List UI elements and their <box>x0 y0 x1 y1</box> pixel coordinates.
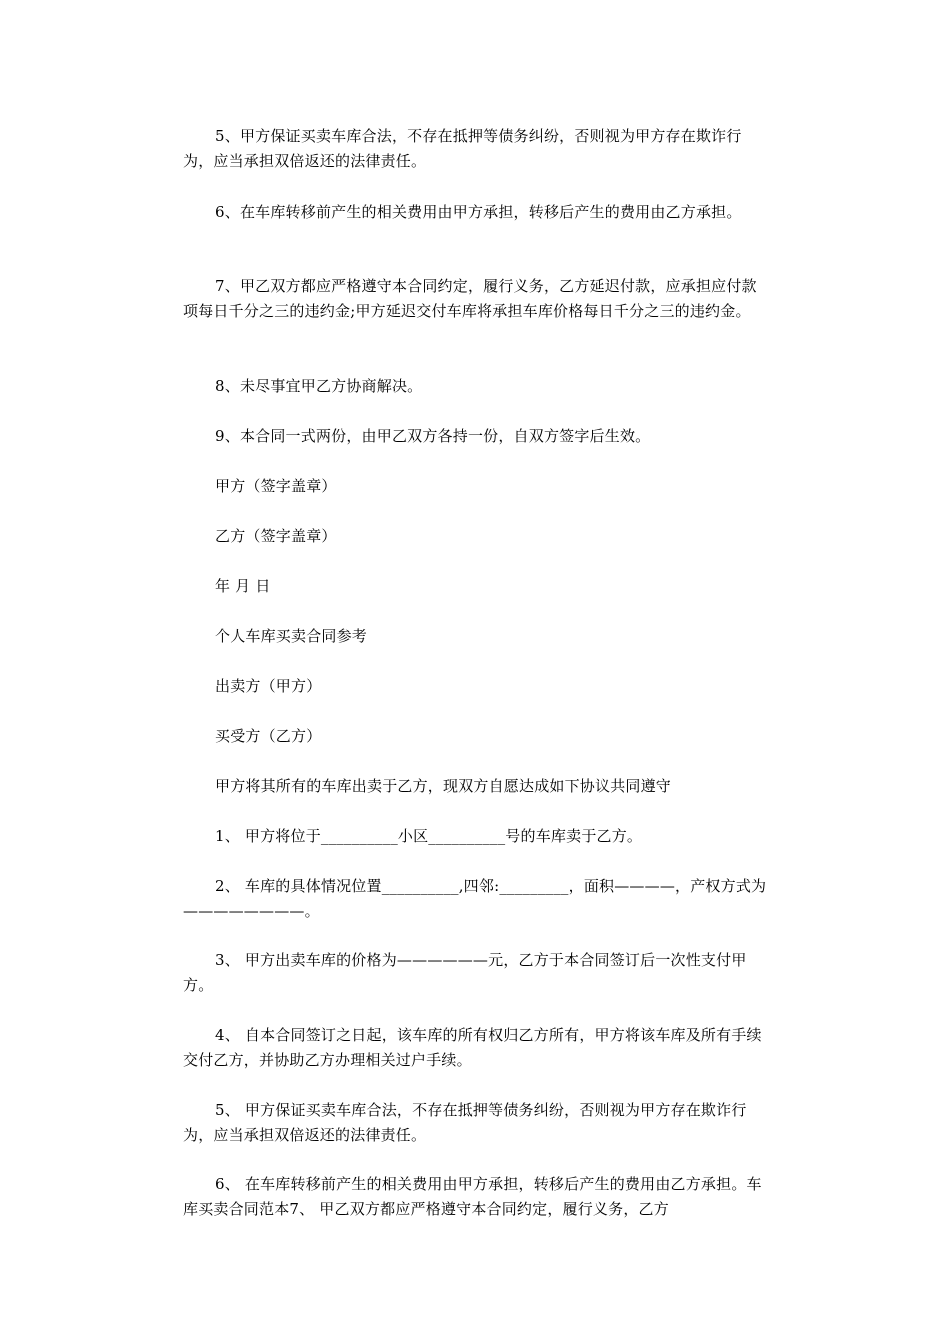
clause-5-guarantee: 5、甲方保证买卖车库合法，不存在抵押等债务纠纷，否则视为甲方存在欺诈行为，应当承担双倍返还的法律责任。 <box>183 127 742 170</box>
section-title: 个人车库买卖合同参考 <box>215 627 368 645</box>
clause-8-negotiation: 8、未尽事宜甲乙方协商解决。 <box>215 377 423 395</box>
clause-7-penalty: 7、甲乙双方都应严格遵守本合同约定，履行义务，乙方延迟付款，应承担应付款项每日千分之三的违约金;甲方延迟交付车库将承担车库价格每日千分之三的违约金。 <box>183 277 757 320</box>
clause-5-guarantee-repeat: 5、 甲方保证买卖车库合法，不存在抵押等债务纠纷，否则视为甲方存在欺诈行为，应当承担双倍返还的法律责任。 <box>183 1101 747 1144</box>
seller-label: 出卖方（甲方） <box>215 677 322 695</box>
clause-2-details: 2、 车库的具体情况位置__________,四邻:_________，面积————，产权方式为————————。 <box>183 877 767 920</box>
party-a-signature: 甲方（签字盖章） <box>215 477 337 495</box>
party-b-signature: 乙方（签字盖章） <box>215 527 337 545</box>
buyer-label: 买受方（乙方） <box>215 727 322 745</box>
signature-date: 年 月 日 <box>215 577 271 595</box>
agreement-intro: 甲方将其所有的车库出卖于乙方，现双方自愿达成如下协议共同遵守 <box>215 777 672 795</box>
clause-6-fees: 6、在车库转移前产生的相关费用由甲方承担，转移后产生的费用由乙方承担。 <box>215 203 742 221</box>
clause-3-price: 3、 甲方出卖车库的价格为——————元，乙方于本合同签订后一次性支付甲方。 <box>183 951 747 994</box>
clause-9-copies: 9、本合同一式两份，由甲乙双方各持一份，自双方签字后生效。 <box>215 427 651 445</box>
clause-4-ownership: 4、 自本合同签订之日起，该车库的所有权归乙方所有，甲方将该车库及所有手续交付乙方，并协助乙方办理相关过户手续。 <box>183 1026 762 1069</box>
clause-6-fees-repeat: 6、 在车库转移前产生的相关费用由甲方承担，转移后产生的费用由乙方承担。车库买卖合同范本7、 甲乙双方都应严格遵守本合同约定，履行义务，乙方 <box>183 1175 762 1218</box>
clause-1-location: 1、 甲方将位于__________小区__________号的车库卖于乙方。 <box>215 827 643 845</box>
